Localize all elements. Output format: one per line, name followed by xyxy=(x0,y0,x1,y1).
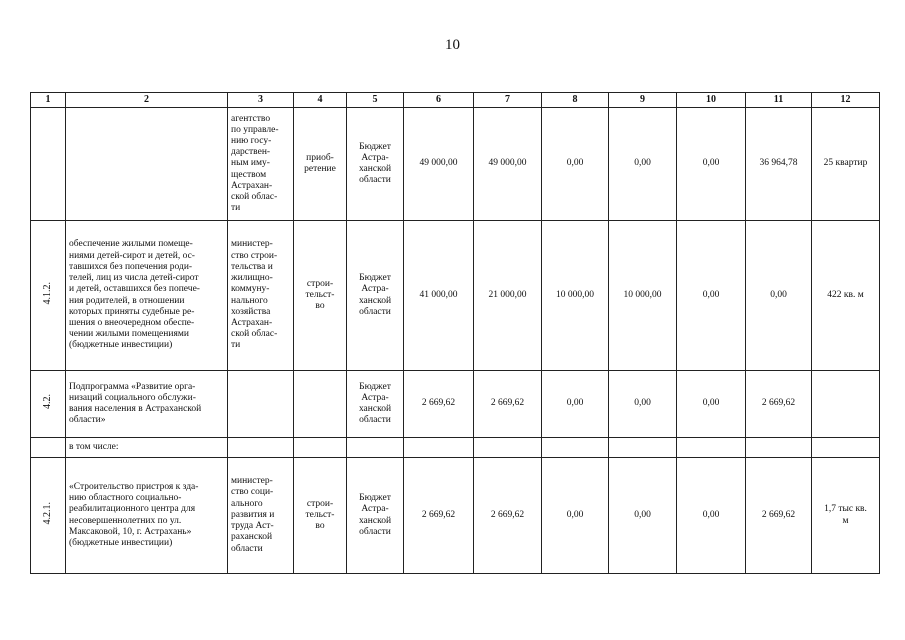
header-cell: 10 xyxy=(677,93,746,108)
result-cell: 25 квартир xyxy=(812,108,880,221)
executor-cell xyxy=(228,371,294,438)
result-cell: 1,7 тыс кв. м xyxy=(812,458,880,574)
value-cell xyxy=(609,438,677,458)
source-cell: Бюджет Астра- ханской области xyxy=(347,458,404,574)
value-cell: 0,00 xyxy=(677,371,746,438)
type-cell xyxy=(294,438,347,458)
executor-cell xyxy=(228,438,294,458)
header-cell: 3 xyxy=(228,93,294,108)
header-cell: 2 xyxy=(66,93,228,108)
value-cell: 10 000,00 xyxy=(542,221,609,371)
source-cell xyxy=(347,438,404,458)
header-cell: 7 xyxy=(474,93,542,108)
page-number: 10 xyxy=(445,37,460,53)
value-cell: 0,00 xyxy=(542,458,609,574)
header-cell: 8 xyxy=(542,93,609,108)
budget-table xyxy=(30,92,880,574)
value-cell: 0,00 xyxy=(609,458,677,574)
type-cell: строи- тельст- во xyxy=(294,221,347,371)
value-cell xyxy=(677,438,746,458)
value-cell: 49 000,00 xyxy=(474,108,542,221)
value-cell xyxy=(474,438,542,458)
value-cell: 0,00 xyxy=(677,108,746,221)
value-cell xyxy=(404,438,474,458)
result-cell xyxy=(812,438,880,458)
value-cell: 0,00 xyxy=(746,221,812,371)
including-label-cell: в том числе: xyxy=(66,438,228,458)
table-row xyxy=(31,371,880,438)
table-row xyxy=(31,221,880,371)
value-cell: 10 000,00 xyxy=(609,221,677,371)
executor-cell: министер- ство строи- тельства и жилищно- коммуну- нального хозяйства Астрахан- ской облас- ти xyxy=(228,221,294,371)
value-cell xyxy=(542,438,609,458)
value-cell: 21 000,00 xyxy=(474,221,542,371)
value-cell: 2 669,62 xyxy=(474,458,542,574)
value-cell: 2 669,62 xyxy=(404,371,474,438)
row-index-cell xyxy=(31,108,66,221)
type-cell: приоб- ретение xyxy=(294,108,347,221)
value-cell: 2 669,62 xyxy=(474,371,542,438)
table-row xyxy=(31,108,880,221)
value-cell: 2 669,62 xyxy=(746,371,812,438)
result-cell xyxy=(812,371,880,438)
value-cell xyxy=(746,438,812,458)
value-cell: 0,00 xyxy=(677,458,746,574)
measure-name-cell: обеспечение жилыми помеще- ниями детей-сирот и детей, ос- тавшихся без попечения роди- телей, лиц из числа детей-сирот и детей, оставшихся без попече- ния родителей, в отношении которых приняты судебные ре- шения о внеочередном обеспе- чении жилыми помещениями (бюджетные инвестиции) xyxy=(66,221,228,371)
header-cell: 4 xyxy=(294,93,347,108)
measure-name-cell: Подпрограмма «Развитие орга- низаций социального обслужи- вания населения в Астраханской области» xyxy=(66,371,228,438)
source-cell: Бюджет Астра- ханской области xyxy=(347,108,404,221)
source-cell: Бюджет Астра- ханской области xyxy=(347,371,404,438)
row-index-cell xyxy=(31,438,66,458)
measure-name-cell: «Строительство пристроя к зда- нию областного социально- реабилитационного центра для несовершеннолетних по ул. Максаковой, 10, г. Астрахань» (бюджетные инвестиции) xyxy=(66,458,228,574)
value-cell: 2 669,62 xyxy=(746,458,812,574)
value-cell: 0,00 xyxy=(609,371,677,438)
value-cell: 41 000,00 xyxy=(404,221,474,371)
header-cell: 11 xyxy=(746,93,812,108)
result-cell: 422 кв. м xyxy=(812,221,880,371)
header-cell: 12 xyxy=(812,93,880,108)
measure-name-cell xyxy=(66,108,228,221)
value-cell: 0,00 xyxy=(542,108,609,221)
value-cell: 36 964,78 xyxy=(746,108,812,221)
value-cell: 2 669,62 xyxy=(404,458,474,574)
header-cell: 1 xyxy=(31,93,66,108)
table-row xyxy=(31,458,880,574)
type-cell: строи- тельст- во xyxy=(294,458,347,574)
executor-cell: агентство по управле- нию госу- дарствен- ным иму- ществом Астрахан- ской облас- ти xyxy=(228,108,294,221)
table-row xyxy=(31,438,880,458)
row-index-cell: 4.2. xyxy=(31,371,66,438)
header-cell: 5 xyxy=(347,93,404,108)
executor-cell: министер- ство соци- ального развития и труда Аст- раханской области xyxy=(228,458,294,574)
row-index-cell: 4.2.1. xyxy=(31,458,66,574)
header-cell: 6 xyxy=(404,93,474,108)
row-index-cell: 4.1.2. xyxy=(31,221,66,371)
source-cell: Бюджет Астра- ханской области xyxy=(347,221,404,371)
header-cell: 9 xyxy=(609,93,677,108)
value-cell: 49 000,00 xyxy=(404,108,474,221)
value-cell: 0,00 xyxy=(609,108,677,221)
header-row xyxy=(31,93,880,108)
type-cell xyxy=(294,371,347,438)
value-cell: 0,00 xyxy=(677,221,746,371)
value-cell: 0,00 xyxy=(542,371,609,438)
